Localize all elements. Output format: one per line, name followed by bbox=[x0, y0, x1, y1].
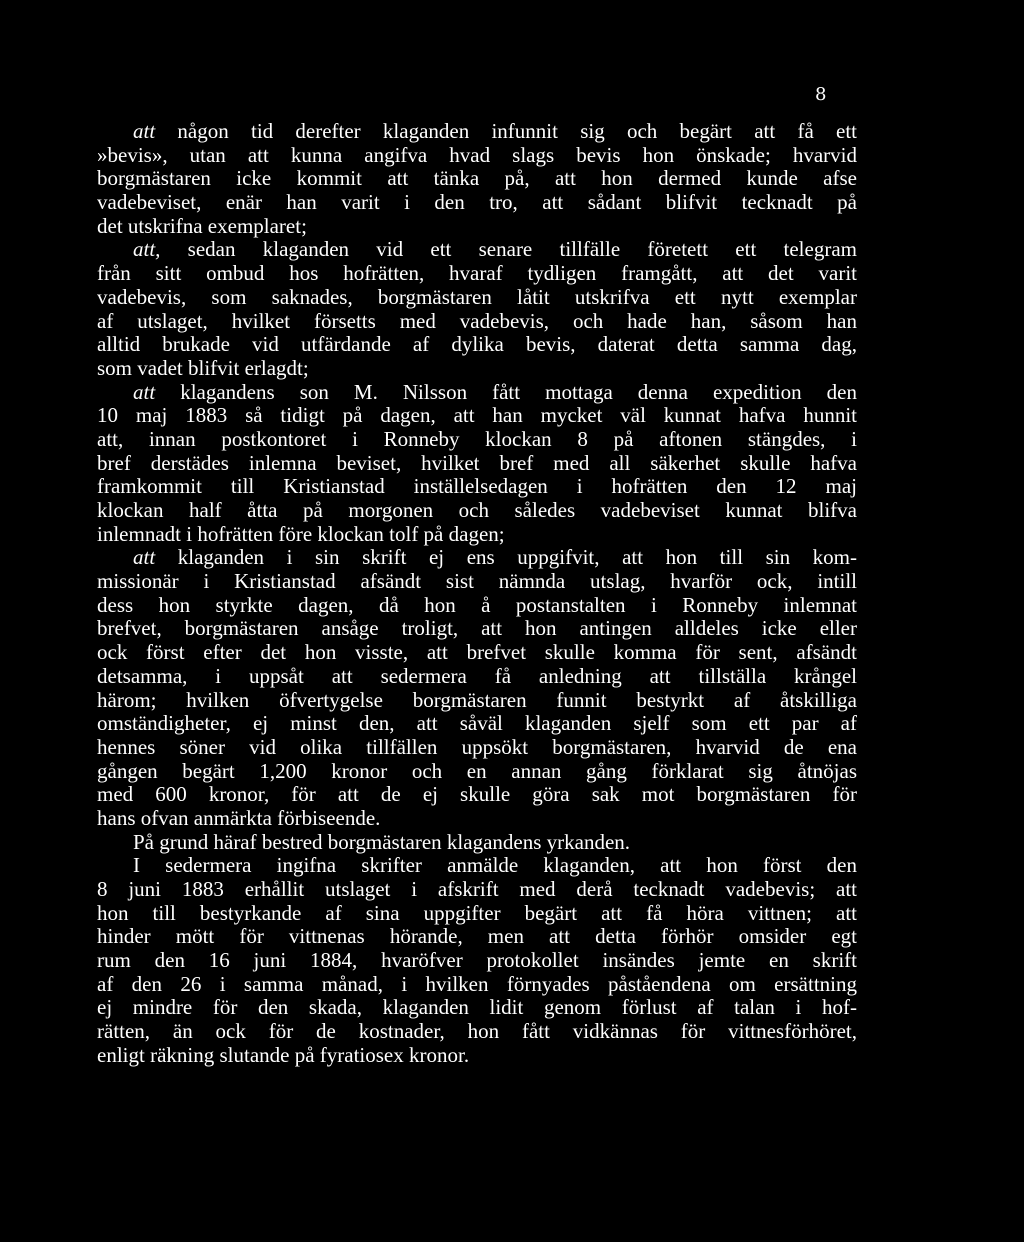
italic-lead-word: att bbox=[133, 379, 156, 404]
text-line bbox=[97, 428, 857, 452]
text-line bbox=[97, 736, 857, 760]
text-line bbox=[97, 452, 857, 476]
line-text: hans ofvan anmärkta förbiseende. bbox=[97, 805, 381, 830]
italic-lead-word: att, bbox=[133, 237, 161, 262]
text-line bbox=[97, 120, 857, 144]
line-text: med 600 kronor, för att de ej skulle göra sak mot borgmästaren för bbox=[97, 782, 857, 807]
line-text: 10 maj 1883 så tidigt på dagen, att han mycket väl kunnat hafva hunnit bbox=[97, 403, 857, 428]
text-line bbox=[97, 475, 857, 499]
line-text: rätten, än ock för de kostnader, hon fått vidkännas för vittnesförhöret, bbox=[97, 1019, 857, 1044]
text-line bbox=[97, 381, 857, 405]
line-text: framkommit till Kristianstad inställelsedagen i hofrätten den 12 maj bbox=[97, 474, 857, 499]
text-line bbox=[97, 570, 857, 594]
line-text: omständigheter, ej minst den, att såväl klaganden sjelf som ett par af bbox=[97, 711, 857, 736]
text-line bbox=[97, 783, 857, 807]
text-line bbox=[97, 1044, 857, 1068]
text-line bbox=[97, 925, 857, 949]
text-line bbox=[97, 262, 857, 286]
line-text: vadebevis, som saknades, borgmästaren låtit utskrifva ett nytt exemplar bbox=[97, 284, 857, 309]
text-line bbox=[97, 902, 857, 926]
text-line bbox=[97, 878, 857, 902]
line-text: klagandens son M. Nilsson fått mottaga denna expedition den bbox=[155, 379, 857, 404]
line-text: enligt räkning slutande på fyratiosex kronor. bbox=[97, 1042, 470, 1067]
line-text: hon till bestyrkande af sina uppgifter begärt att få höra vittnen; att bbox=[97, 900, 857, 925]
line-text: rum den 16 juni 1884, hvaröfver protokollet insändes jemte en skrift bbox=[97, 948, 857, 973]
line-text: ock först efter det hon visste, att brefvet skulle komma för sent, afsändt bbox=[97, 640, 857, 665]
text-line bbox=[97, 831, 857, 855]
text-line bbox=[97, 310, 857, 334]
text-line bbox=[97, 641, 857, 665]
line-text: som vadet blifvit erlagdt; bbox=[97, 355, 309, 380]
text-line bbox=[97, 333, 857, 357]
line-text: vadebeviset, enär han varit i den tro, att sådant blifvit tecknadt på bbox=[97, 190, 857, 215]
text-line bbox=[97, 949, 857, 973]
text-line bbox=[97, 357, 857, 381]
line-text: inlemnadt i hofrätten före klockan tolf på dagen; bbox=[97, 521, 505, 546]
text-line bbox=[97, 144, 857, 168]
text-line bbox=[97, 689, 857, 713]
text-line bbox=[97, 807, 857, 831]
text-line bbox=[97, 617, 857, 641]
text-line bbox=[97, 404, 857, 428]
text-line bbox=[97, 286, 857, 310]
text-line bbox=[97, 191, 857, 215]
line-text: hinder mött för vittnenas hörande, men att detta förhör omsider egt bbox=[97, 924, 857, 949]
text-line bbox=[97, 665, 857, 689]
line-text: sedan klaganden vid ett senare tillfälle företett ett telegram bbox=[160, 237, 857, 262]
italic-lead-word: att bbox=[133, 119, 156, 143]
text-line bbox=[97, 546, 857, 570]
text-line bbox=[97, 973, 857, 997]
text-line bbox=[97, 1020, 857, 1044]
line-text: brefvet, borgmästaren ansåge troligt, att hon antingen alldeles icke eller bbox=[97, 616, 857, 641]
line-text: från sitt ombud hos hofrätten, hvaraf tydligen framgått, att det varit bbox=[97, 261, 857, 286]
line-text: hennes söner vid olika tillfällen uppsökt borgmästaren, hvarvid de ena bbox=[97, 734, 857, 759]
line-text: att, innan postkontoret i Ronneby klockan 8 på aftonen stängdes, i bbox=[97, 426, 857, 451]
line-text: I sedermera ingifna skrifter anmälde klaganden, att hon först den bbox=[133, 853, 857, 878]
line-text: borgmästaren icke kommit att tänka på, att hon dermed kunde afse bbox=[97, 166, 857, 191]
line-text: detsamma, i uppsåt att sedermera få anledning att tillställa krångel bbox=[97, 663, 857, 688]
line-text: dess hon styrkte dagen, då hon å postanstalten i Ronneby inlemnat bbox=[97, 592, 857, 617]
text-line bbox=[97, 238, 857, 262]
text-line bbox=[97, 167, 857, 191]
line-text: af den 26 i samma månad, i hvilken förnyades påståendena om ersättning bbox=[97, 971, 857, 996]
text-line bbox=[97, 996, 857, 1020]
line-text: »bevis», utan att kunna angifva hvad slags bevis hon önskade; hvarvid bbox=[97, 142, 857, 167]
text-line bbox=[97, 523, 857, 547]
line-text: klaganden i sin skrift ej ens uppgifvit, att hon till sin kom- bbox=[155, 545, 857, 570]
line-text: gången begärt 1,200 kronor och en annan gång förklarat sig åtnöjas bbox=[97, 758, 857, 783]
line-text: På grund häraf bestred borgmästaren klagandens yrkanden. bbox=[133, 829, 631, 854]
text-line bbox=[97, 215, 857, 239]
line-text: någon tid derefter klaganden infunnit sig och begärt att få ett bbox=[155, 119, 857, 143]
line-text: bref derstädes inlemna beviset, hvilket bref med all säkerhet skulle hafva bbox=[97, 450, 857, 475]
line-text: klockan half åtta på morgonen och således vadebeviset kunnat blifva bbox=[97, 498, 857, 522]
line-text: missionär i Kristianstad afsändt sist nämnda utslag, hvarför ock, intill bbox=[97, 569, 857, 594]
line-text: af utslaget, hvilket försetts med vadebevis, och hade han, såsom han bbox=[97, 308, 857, 333]
text-line bbox=[97, 854, 857, 878]
line-text: 8 juni 1883 erhållit utslaget i afskrift med derå tecknadt vadebevis; att bbox=[97, 877, 857, 901]
page-number: 8 bbox=[815, 84, 827, 105]
line-text: ej mindre för den skada, klaganden lidit genom förlust af talan i hof- bbox=[97, 995, 857, 1020]
line-text: det utskrifna exemplaret; bbox=[97, 213, 307, 238]
italic-lead-word: att bbox=[133, 545, 156, 570]
line-text: alltid brukade vid utfärdande af dylika bevis, daterat detta samma dag, bbox=[97, 332, 857, 357]
text-line bbox=[97, 499, 857, 523]
line-text: härom; hvilken öfvertygelse borgmästaren funnit bestyrkt af åtskilliga bbox=[97, 687, 857, 712]
body-text bbox=[97, 120, 857, 1068]
text-line bbox=[97, 760, 857, 784]
text-line bbox=[97, 594, 857, 618]
text-line bbox=[97, 712, 857, 736]
